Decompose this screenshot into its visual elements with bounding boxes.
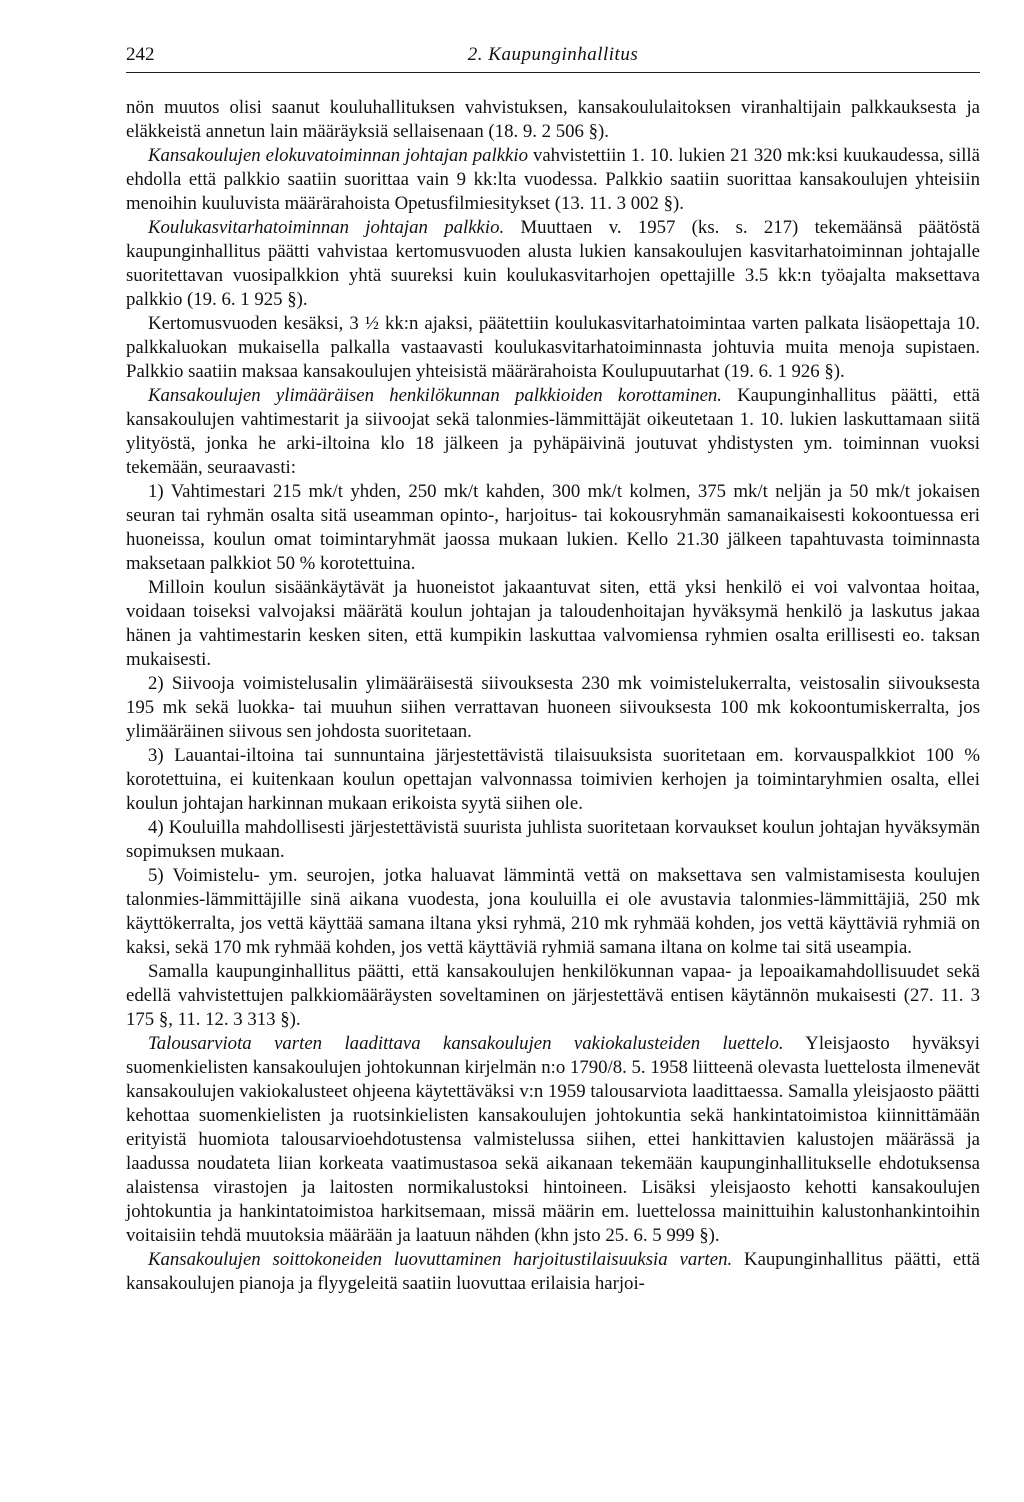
paragraph-text: 5) Voimistelu- ym. seurojen, jotka haluavat lämmintä vettä on maksettava sen valmistamisesta koulujen talonmies-lämmittäjille sinä aikana vuodesta, jona kouluilla ei ole avustavia talonmies-lämmittäjiä, 250 mk käyttökerralta, jos vettä käyttää samana iltana yksi ryhmä, 210 mk ryhmää kohden, jos vettä käyttäviä ryhmiä on kaksi, sekä 170 mk ryhmää kohden, jos vettä käyttäviä ryhmiä samana iltana on kolme tai sitä useampia.: [126, 865, 980, 958]
page-header: [126, 44, 980, 73]
paragraph-text: 3) Lauantai-iltoina tai sunnuntaina järjestettävistä tilaisuuksista suoritetaan em. korvauspalkkiot 100 % korotettuina, ei kuitenkaan koulun opettajan valvonnassa toimivien kerhojen ja toimintaryhmien osalta, ellei koulun johtajan harkinnan mukaan erikoista syytä siihen ole.: [126, 745, 980, 814]
paragraph-lead: Koulukasvitarhatoiminnan johtajan palkkio.: [148, 217, 505, 238]
paragraph-text: nön muutos olisi saanut kouluhallituksen vahvistuksen, kansakoululaitoksen viranhaltijain palkkauksesta ja eläkkeistä annetun lain määräyksiä sellaisenaan (18. 9. 2 506 §).: [126, 97, 980, 142]
paragraph: [126, 960, 980, 1032]
paragraph-text: Kertomusvuoden kesäksi, 3 ½ kk:n ajaksi, päätettiin koulukasvitarhatoimintaa varten palkata lisäopettaja 10. palkkaluokan mukaisella palkalla vastaavasti koulukasvitarhatoiminnasta johtuvia muita menoja supistaen. Palkkio saatiin maksaa kansakoulujen yhteisistä määrärahoista Koulupuutarhat (19. 6. 1 926 §).: [126, 313, 980, 382]
body-text: [126, 96, 980, 1296]
paragraph-lead: Kansakoulujen ylimääräisen henkilökunnan palkkioiden korottaminen.: [148, 385, 723, 406]
paragraph: [126, 672, 980, 744]
paragraph-text: Kaupunginhallitus päätti, että kansakoulujen pianoja ja flyygeleitä saatiin luovuttaa erilaisia harjoi-: [126, 1249, 980, 1294]
paragraph-text: Kaupunginhallitus päätti, että kansakoulujen vahtimestarit ja siivoojat sekä talonmies-lämmittäjät oikeutetaan 1. 10. lukien laskuttamaan siitä ylityöstä, jonka he arki-iltoina klo 18 jälkeen ja pyhäpäivinä joutuvat yhdistysten ym. toiminnan vuoksi tekemään, seuraavasti:: [126, 385, 980, 478]
paragraph-text: Samalla kaupunginhallitus päätti, että kansakoulujen henkilökunnan vapaa- ja lepoaikamahdollisuudet sekä edellä vahvistettujen palkkiomääräysten soveltaminen on järjestettävä entisen käytännön mukaisesti (27. 11. 3 175 §, 11. 12. 3 313 §).: [126, 961, 980, 1030]
paragraph: [126, 480, 980, 576]
paragraph: [126, 816, 980, 864]
paragraph: [126, 144, 980, 216]
paragraph-lead: Kansakoulujen elokuvatoiminnan johtajan palkkio: [148, 145, 528, 166]
paragraph: [126, 1248, 980, 1296]
paragraph: [126, 96, 980, 144]
page-number: 242: [126, 44, 155, 65]
paragraph-text: Yleisjaosto hyväksyi suomenkielisten kansakoulujen johtokunnan kirjelmän n:o 1790/8. 5. 1958 liitteenä olevasta luettelosta ilmenevät kansakoulujen vakiokalusteet ohjeena käytettäväksi v:n 1959 talousarviota laadittaessa. Samalla yleisjaosto päätti kehottaa suomenkielisten ja ruotsinkielisten kansakoulujen johtokuntia sekä hankintatoimistoa kiinnittämään erityistä huomiota talousarvioehdotustensa valmistelussa siihen, ettei hankittavien kalustojen määrässä ja laadussa noudateta liian korkeata vaatimustasoa sekä aikanaan tekemään kaupunginhallitukselle ehdotuksensa alaistensa virastojen ja laitosten normikalustoksi hintoineen. Lisäksi yleisjaosto kehotti kansakoulujen johtokuntia ja hankintatoimistoa harkitsemaan, missä määrin em. luettelossa mainittuihin kalustonhankintoihin voitaisiin tehdä muutoksia määrään ja laatuun nähden (khn jsto 25. 6. 5 999 §).: [126, 1033, 980, 1246]
paragraph-text: Milloin koulun sisäänkäytävät ja huoneistot jakaantuvat siten, että yksi henkilö ei voi valvontaa hoitaa, voidaan toiseksi valvojaksi määrätä koulun johtajan ja taloudenhoitajan hyväksymä henkilö ja laskutus jakaa hänen ja vahtimestarin kesken siten, että kumpikin laskuttaa valvomiensa ryhmien osalta erillisesti eo. taksan mukaisesti.: [126, 577, 980, 670]
paragraph: [126, 744, 980, 816]
paragraph-lead: Kansakoulujen soittokoneiden luovuttaminen harjoitustilaisuuksia varten.: [148, 1249, 733, 1270]
paragraph-text: 2) Siivooja voimistelusalin ylimääräisestä siivouksesta 230 mk voimistelukerralta, veistosalin siivouksesta 195 mk sekä luokka- tai muuhun siihen verrattavan huoneen siivouksesta 100 mk kokoontumiskerralta, jos ylimääräinen siivous sen johdosta suoritetaan.: [126, 673, 980, 742]
paragraph: [126, 576, 980, 672]
paragraph-text: 4) Kouluilla mahdollisesti järjestettävistä suurista juhlista suoritetaan korvaukset koulun johtajan hyväksymän sopimuksen mukaan.: [126, 817, 980, 862]
paragraph: [126, 312, 980, 384]
paragraph: [126, 1032, 980, 1248]
paragraph-lead: Talousarviota varten laadittava kansakoulujen vakiokalusteiden luettelo.: [148, 1033, 784, 1054]
running-title: 2. Kaupunginhallitus: [467, 44, 639, 65]
paragraph: [126, 864, 980, 960]
paragraph-text: vahvistettiin 1. 10. lukien 21 320 mk:ksi kuukaudessa, sillä ehdolla että palkkio saatiin suorittaa vain 9 kk:lta vuodessa. Palkkio saatiin suorittaa kansakoulujen yhteisiin menoihin kuuluvista määrärahoista Opetusfilmiesitykset (13. 11. 3 002 §).: [126, 145, 980, 214]
paragraph-text: 1) Vahtimestari 215 mk/t yhden, 250 mk/t kahden, 300 mk/t kolmen, 375 mk/t neljän ja 50 mk/t jokaisen seuran tai ryhmän osalta sitä useamman opinto-, harjoitus- tai kokousryhmän samanaikaisesti kokoontuessa eri huoneissa, koulun omat toimintaryhmät jaossa mukaan lukien. Kello 21.30 jälkeen tapahtuvasta toiminnasta maksetaan palkkiot 50 % korotettuina.: [126, 481, 980, 574]
paragraph: [126, 216, 980, 312]
paragraph-text: Muuttaen v. 1957 (ks. s. 217) tekemäänsä päätöstä kaupunginhallitus päätti vahvistaa kertomusvuoden alusta lukien kansakoulujen kasvitarhatoiminnan johtajalle suoritettavan vuosipalkkion yhtä suureksi kuin koulukasvitarhojen opettajille 3.5 kk:n työajalta maksettava palkkio (19. 6. 1 925 §).: [126, 217, 980, 310]
paragraph: [126, 384, 980, 480]
